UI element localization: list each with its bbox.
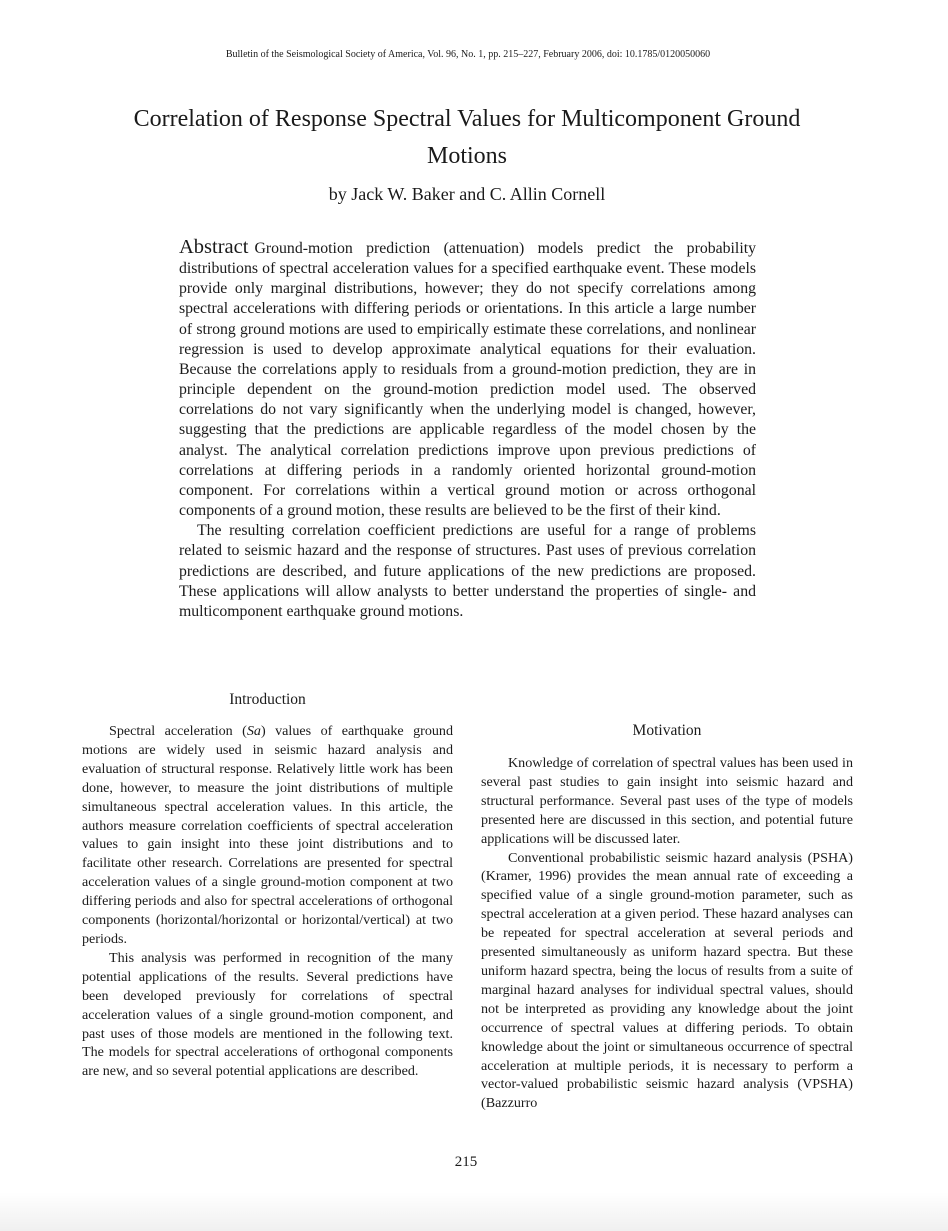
abstract-heading: Abstract: [179, 236, 249, 258]
introduction-column: [82, 722, 453, 1081]
intro-p1-rest: ) values of earthquake ground motions are widely used in seismic hazard analysis and evaluation of structural response. Relatively little work has been done, however, to measure the joint distributions of multiple simultaneous spectral acceleration values. In this article, the authors measure correlation coefficients of spectral acceleration values to gain insight into these joint distributions and to facilitate other research. Correlations are presented for spectral acceleration values of a single ground-motion component at two differing periods and also for spectral accelerations of orthogonal components (horizontal/horizontal or horizontal/vertical) at two periods.: [82, 723, 454, 947]
article-authors: by Jack W. Baker and C. Allin Cornell: [328, 184, 606, 204]
abstract-paragraph-2: The resulting correlation coefficient predictions are useful for a range of problems related to seismic hazard and the response of structures. Past uses of previous correlation predictions are described, and future applications of the new predictions are proposed. These applications will allow analysts to better understand the properties of single- and multicomponent earthquake ground motions.: [179, 522, 756, 620]
abstract-text-1: Ground-motion prediction (attenuation) models predict the probability distributions of spectral acceleration values for a specified earthquake event. These models provide only marginal distributions, however; they do not specify correlations among spectral accelerations with differing periods or orientations. In this article a large number of strong ground motions are used to empirically estimate these correlations, and nonlinear regression is used to develop approximate analytical equations for their evaluation. Because the correlations apply to residuals from a ground-motion prediction, they are in principle dependent on the ground-motion prediction model used. The observed correlations do not vary significantly when the underlying model is changed, however, suggesting that the predictions are applicable regardless of the model chosen by the analyst. The analytical correlation predictions improve upon previous predictions of correlations at differing periods in a randomly oriented horizontal ground-motion component. For correlations within a vertical ground motion or across orthogonal components of a ground motion, these results are believed to be the first of their kind.: [179, 240, 756, 520]
introduction-paragraph-2: This analysis was performed in recognition of the many potential applications of the results. Several predictions have been developed previously for correlations of spectral acceleration values of a single ground-motion component, and past uses of those models are mentioned in the following text. The models for spectral accelerations of orthogonal components are new, and so several potential applications are described.: [82, 949, 453, 1080]
running-head: Bulletin of the Seismological Society of America, Vol. 96, No. 1, pp. 215–227, February 2006, doi: 10.1785/0120050060: [225, 49, 711, 60]
abstract-paragraph-1: [179, 237, 756, 521]
sa-symbol: Sa: [246, 723, 261, 739]
introduction-heading: Introduction: [229, 691, 306, 708]
motivation-heading: Motivation: [632, 722, 702, 739]
article-title: Correlation of Response Spectral Values for Multicomponent Ground Motions: [133, 106, 801, 169]
motivation-paragraph-1: Knowledge of correlation of spectral values has been used in several past studies to gain insight into seismic hazard and structural performance. Several past uses of the type of models presented here are discussed in this section, and potential future applications will be discussed later.: [481, 755, 853, 847]
page-bottom-shadow: [0, 1192, 948, 1231]
motivation-column: [481, 754, 853, 1113]
introduction-paragraph-1: [82, 722, 453, 949]
motivation-paragraph-2: Conventional probabilistic seismic hazard analysis (PSHA) (Kramer, 1996) provides the mean annual rate of exceeding a specified value of a single ground-motion parameter, such as spectral acceleration at a given period. These hazard analyses can be repeated for spectral acceleration at several periods and presented simultaneously as uniform hazard spectra. But these uniform hazard spectra, being the locus of results from a suite of marginal hazard analyses for individual spectral values, should not be interpreted as providing any knowledge about the joint occurrence of spectral values at differing periods. To obtain knowledge about the joint or simultaneous occurrence of spectral acceleration at multiple periods, it is necessary to perform a vector-valued probabilistic seismic hazard analysis (VPSHA) (Bazzurro: [481, 849, 853, 1112]
page-number: 215: [454, 1154, 478, 1170]
intro-p1-start: Spectral acceleration (: [109, 723, 247, 739]
abstract-block: [179, 237, 756, 622]
